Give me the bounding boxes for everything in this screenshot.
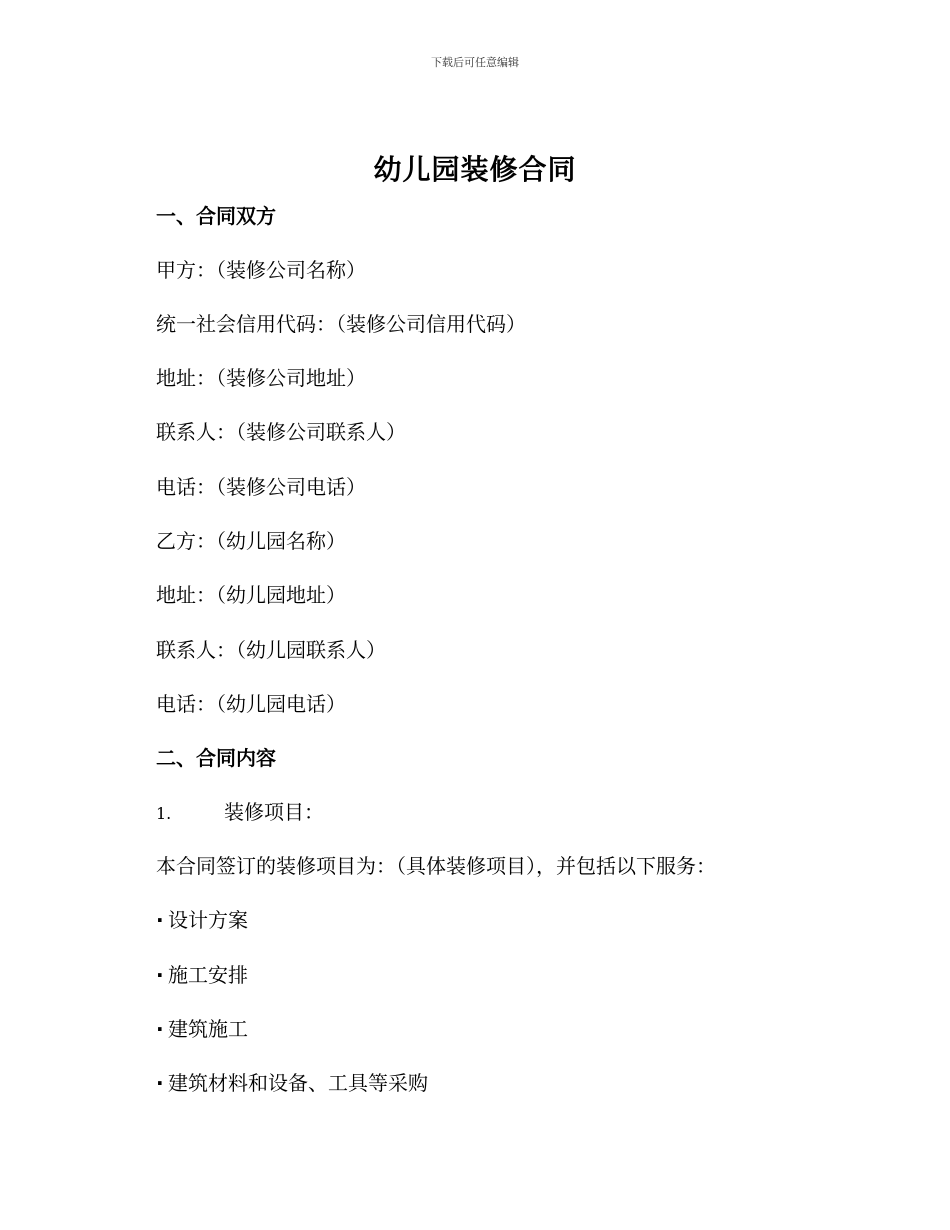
party-a-address-line: 地址：（装修公司地址） <box>156 366 366 390</box>
item-1-description: 本合同签订的装修项目为：（具体装修项目），并包括以下服务： <box>156 854 716 878</box>
service-bullet-item <box>156 1067 428 1096</box>
party-a-line: 甲方：（装修公司名称） <box>156 258 366 282</box>
service-bullet-item <box>156 1013 248 1042</box>
bullet-icon: · <box>156 963 164 987</box>
section-heading-parties: 一、合同双方 <box>156 204 276 228</box>
party-b-phone-line: 电话：（幼儿园电话） <box>156 692 346 716</box>
service-text: 施工安排 <box>168 963 248 987</box>
party-b-line: 乙方：（幼儿园名称） <box>156 529 346 553</box>
bullet-icon: · <box>156 1017 164 1041</box>
section-heading-content: 二、合同内容 <box>156 746 276 770</box>
item-1-line <box>156 796 324 825</box>
bullet-icon: · <box>156 1071 164 1095</box>
service-bullet-item <box>156 959 248 988</box>
service-text: 设计方案 <box>168 908 248 932</box>
service-bullet-item <box>156 904 248 933</box>
party-b-address-line: 地址：（幼儿园地址） <box>156 583 346 607</box>
credit-code-line: 统一社会信用代码：（装修公司信用代码） <box>156 312 526 336</box>
item-1-label: 装修项目： <box>224 800 324 824</box>
party-a-phone-line: 电话：（装修公司电话） <box>156 475 366 499</box>
bullet-icon: · <box>156 908 164 932</box>
party-a-contact-line: 联系人：（装修公司联系人） <box>156 420 406 444</box>
item-1-number: 1. <box>156 804 172 823</box>
document-title: 幼儿园装修合同 <box>373 153 577 186</box>
service-text: 建筑材料和设备、工具等采购 <box>168 1071 428 1095</box>
party-b-contact-line: 联系人：（幼儿园联系人） <box>156 638 386 662</box>
header-note: 下载后可任意编辑 <box>431 56 519 69</box>
service-text: 建筑施工 <box>168 1017 248 1041</box>
